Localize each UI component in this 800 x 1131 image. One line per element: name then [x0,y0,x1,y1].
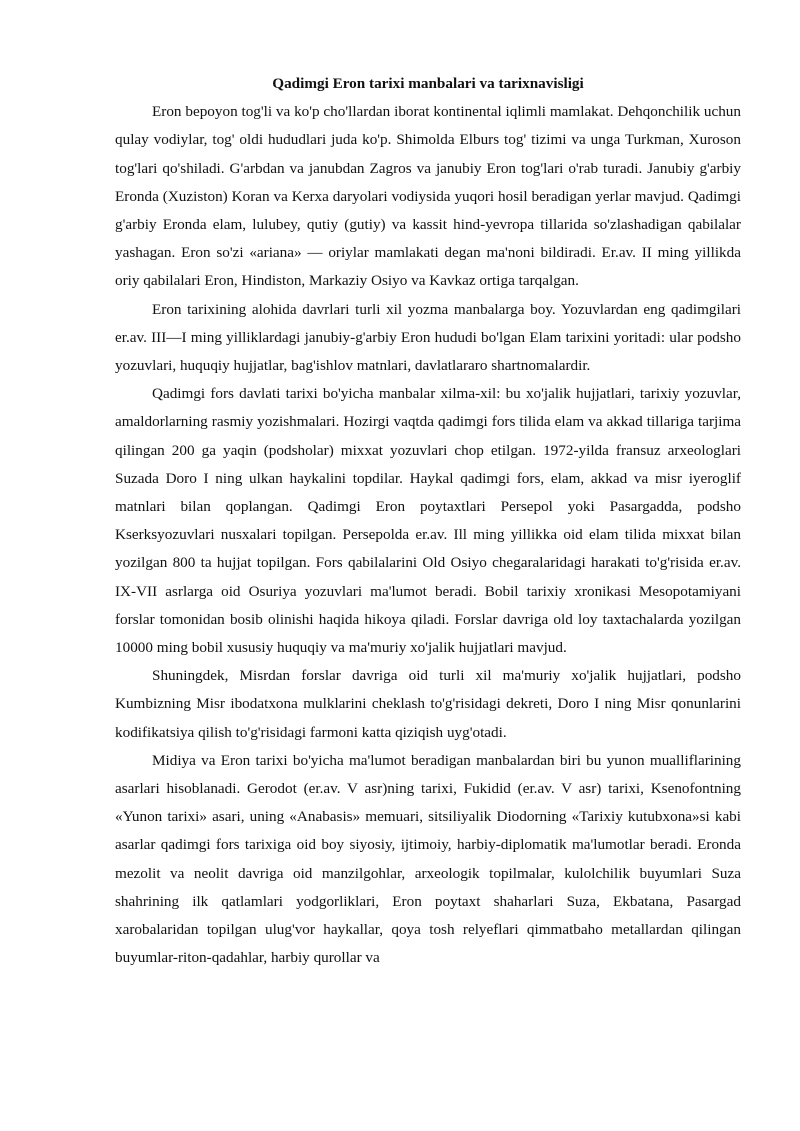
paragraph-elam-sources: Eron tarixining alohida davrlari turli xil yozma manbalarga boy. Yozuvlardan eng qadimgilari er.av. III—I ming yilliklardagi janubiy-g'arbiy Eron hududi bo'lgan Elam tarixini yoritadi: ular podsho yozuvlari, huquqiy hujjatlar, bag'ishlov matnlari, davlatlararo shartnomalardir. [115,300,741,375]
paragraph-geography: Eron bepoyon tog'li va ko'p cho'llardan iborat kontinental iqlimli mamlakat. Dehqonchilik uchun qulay vodiylar, tog' oldi hududlari juda ko'p. Shimolda Elburs tog' tizimi va unga Turkman, Xuroson tog'lari qo'shiladi. G'arbdan va janubdan Zagros va janubiy Eron tog'lari o'rab turadi. Janubiy g'arbiy Eronda (Xuziston) Koran va Kerxa daryolari vodiysida yuqori hosil beradigan yerlar mavjud. Qadimgi g'arbiy Eronda elam, lulubey, qutiy (gutiy) va kassit hind-yevropa tillarida so'zlashadigan qabilalar yashagan. Eron so'zi «ariana» — oriylar mamlakati degan ma'noni bildiradi. Er.av. II ming yillikda oriy qabilalari Eron, Hindiston, Markaziy Osiyo va Kavkaz ortiga tarqalgan. [115,103,741,290]
paragraph-persian-sources: Qadimgi fors davlati tarixi bo'yicha manbalar xilma-xil: bu xo'jalik hujjatlari, tarixiy yozuvlar, amaldorlarning rasmiy yozishmalari. Hozirgi vaqtda qadimgi fors tilida elam va akkad tillariga tarjima qilingan 200 ga yaqin (podsholar) mixxat yozuvlari chop etilgan. 1972-yilda fransuz arxeologlari Suzada Doro I ning ulkan haykalini topdilar. Haykal qadimgi fors, elam, akkad va misr iyeroglif matnlari bilan qoplangan. Qadimgi Eron poytaxtlari Persepol yoki Pasargadda, podsho Kserksyozuvlari nusxalari topilgan. Persepolda er.av. Ill ming yillikka oid elam tilida mixxat bilan yozilgan 800 ta hujjat topilgan. Fors qabilalarini Old Osiyo chegaralaridagi harakati to'g'risida er.av. IX-VII asrlarga oid Osuriya yozuvlari ma'lumot beradi. Bobil tarixiy xronikasi Mesopotamiyani forslar tomonidan bosib olinishi haqida hikoya qiladi. Forslar davriga old loy taxtachalarda yozilgan 10000 ming bobil xususiy huquqiy va ma'muriy xo'jalik hujjatlari mavjud. [115,385,741,657]
document-body [115,70,741,973]
paragraph-egypt-sources: Shuningdek, Misrdan forslar davriga oid turli xil ma'muriy xo'jalik hujjatlari, podsho Kumbizning Misr ibodatxona mulklarini cheklash to'g'risidagi dekreti, Doro I ning Misr qonunlarini kodifikatsiya qilish to'g'risidagi farmoni katta qiziqish uyg'otadi. [115,667,741,741]
document-title: Qadimgi Eron tarixi manbalari va tarixnavisligi [272,75,584,92]
paragraph-greek-authors: Midiya va Eron tarixi bo'yicha ma'lumot beradigan manbalardan biri bu yunon mualliflarining asarlari hisoblanadi. Gerodot (er.av. V asr)ning tarixi, Fukidid (er.av. V asr) tarixi, Ksenofontning «Yunon tarixi» asari, uning «Anabasis» memuari, sitsiliyalik Diodorning «Tarixiy kutubxona»si kabi asarlar qadimgi fors tarixiga oid boy siyosiy, ijtimoiy, harbiy-diplomatik ma'lumotlar beradi. Eronda mezolit va neolit davriga oid manzilgohlar, arxeologik topilmalar, kulolchilik buyumlari Suza shahrining ilk qatlamlari yodgorliklari, Eron poytaxt shaharlari Suza, Ekbatana, Pasargad xarobalaridan topilgan ulug'vor haykallar, qoya tosh relyeflari qimmatbaho metallardan qilingan buyumlar-riton-qadahlar, harbiy qurollar va [115,751,741,967]
